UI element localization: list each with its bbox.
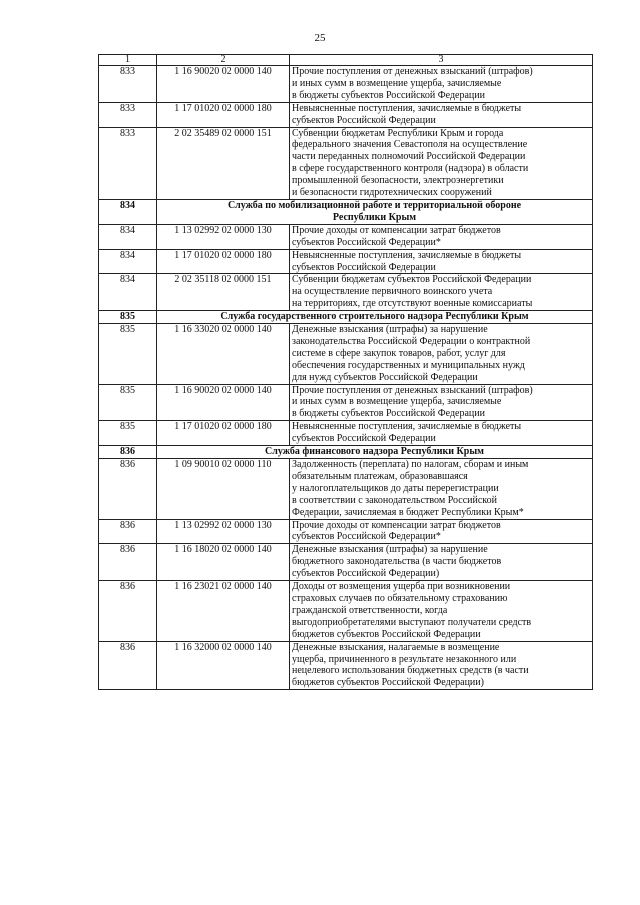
table-row: [99, 249, 593, 274]
admin-code-cell: 836: [99, 544, 157, 581]
table-row: [99, 102, 593, 127]
column-header-admin-code: 1: [99, 55, 157, 66]
budget-code-cell: 1 17 01020 02 0000 180: [157, 421, 290, 446]
admin-code-cell: 835: [99, 384, 157, 421]
budget-code-cell: 1 13 02992 02 0000 130: [157, 224, 290, 249]
table-row: [99, 224, 593, 249]
table-row: [99, 421, 593, 446]
revenue-description-cell: Прочие поступления от денежных взысканий (штрафов) и иных сумм в возмещение ущерба, зачисляемые в бюджеты субъектов Российской Федерации: [290, 384, 593, 421]
table-row: [99, 384, 593, 421]
budget-code-cell: 1 13 02992 02 0000 130: [157, 519, 290, 544]
department-heading-row: [99, 199, 593, 224]
table-row: [99, 641, 593, 690]
budget-code-cell: 1 16 32000 02 0000 140: [157, 641, 290, 690]
revenue-description-cell: Невыясненные поступления, зачисляемые в бюджеты субъектов Российской Федерации: [290, 102, 593, 127]
budget-code-cell: 2 02 35118 02 0000 151: [157, 274, 290, 311]
revenue-description-cell: Задолженность (переплата) по налогам, сборам и иным обязательным платежам, образовавшаяся у налогоплательщиков до даты перерегистрации в соответствии с законодательством Российской Федерации, зачисляемая в бюджет Республики Крым*: [290, 459, 593, 520]
admin-code-cell: 834: [99, 249, 157, 274]
budget-code-cell: 1 16 33020 02 0000 140: [157, 324, 290, 385]
budget-code-cell: 1 16 18020 02 0000 140: [157, 544, 290, 581]
admin-code-cell: 834: [99, 274, 157, 311]
budget-code-cell: 2 02 35489 02 0000 151: [157, 127, 290, 199]
budget-code-cell: 1 16 23021 02 0000 140: [157, 581, 290, 642]
table-row: [99, 274, 593, 311]
budget-code-cell: 1 17 01020 02 0000 180: [157, 102, 290, 127]
revenue-description-cell: Денежные взыскания, налагаемые в возмещение ущерба, причиненного в результате незаконного или нецелевого использования бюджетных средств (в части бюджетов субъектов Российской Федерации): [290, 641, 593, 690]
budget-code-cell: 1 16 90020 02 0000 140: [157, 384, 290, 421]
page-number: 25: [314, 32, 326, 44]
table-row: [99, 324, 593, 385]
revenue-description-cell: Прочие поступления от денежных взысканий (штрафов) и иных сумм в возмещение ущерба, зачисляемые в бюджеты субъектов Российской Федерации: [290, 66, 593, 103]
table-row: [99, 66, 593, 103]
admin-code-cell: 836: [99, 519, 157, 544]
admin-code-cell: 835: [99, 311, 157, 324]
admin-code-cell: 836: [99, 581, 157, 642]
table-row: [99, 519, 593, 544]
department-title: Служба государственного строительного надзора Республики Крым: [157, 311, 593, 324]
table-header-row: [99, 55, 593, 66]
admin-code-cell: 834: [99, 199, 157, 224]
column-header-description: 3: [290, 55, 593, 66]
revenue-description-cell: Денежные взыскания (штрафы) за нарушение бюджетного законодательства (в части бюджетов субъектов Российской Федерации): [290, 544, 593, 581]
revenue-description-cell: Денежные взыскания (штрафы) за нарушение законодательства Российской Федерации о контрактной системе в сфере закупок товаров, работ, услуг для обеспечения государственных и муниципальных нужд для нужд субъектов Российской Федерации: [290, 324, 593, 385]
department-heading-row: [99, 446, 593, 459]
admin-code-cell: 836: [99, 446, 157, 459]
admin-code-cell: 836: [99, 641, 157, 690]
budget-code-cell: 1 09 90010 02 0000 110: [157, 459, 290, 520]
table-row: [99, 581, 593, 642]
revenue-description-cell: Доходы от возмещения ущерба при возникновении страховых случаев по обязательному страхованию гражданской ответственности, когда выгодоприобретателями выступают получатели средств бюджетов субъектов Российской Федерации: [290, 581, 593, 642]
revenue-description-cell: Невыясненные поступления, зачисляемые в бюджеты субъектов Российской Федерации: [290, 249, 593, 274]
admin-code-cell: 835: [99, 324, 157, 385]
budget-code-cell: 1 17 01020 02 0000 180: [157, 249, 290, 274]
revenue-classification-table: [98, 54, 593, 690]
column-header-budget-code: 2: [157, 55, 290, 66]
table-row: [99, 127, 593, 199]
admin-code-cell: 834: [99, 224, 157, 249]
table-row: [99, 544, 593, 581]
admin-code-cell: 835: [99, 421, 157, 446]
budget-code-cell: 1 16 90020 02 0000 140: [157, 66, 290, 103]
admin-code-cell: 833: [99, 66, 157, 103]
table-row: [99, 459, 593, 520]
department-title: Служба по мобилизационной работе и территориальной обороне Республики Крым: [157, 199, 593, 224]
department-heading-row: [99, 311, 593, 324]
admin-code-cell: 833: [99, 102, 157, 127]
revenue-description-cell: Субвенции бюджетам субъектов Российской Федерации на осуществление первичного воинского учета на территориях, где отсутствуют военные комиссариаты: [290, 274, 593, 311]
revenue-description-cell: Субвенции бюджетам Республики Крым и города федерального значения Севастополя на осуществление части переданных полномочий Российской Федерации в сфере государственного контроля (надзора) в области промышленной безопасности, электроэнергетики и безопасности гидротехнических сооружений: [290, 127, 593, 199]
admin-code-cell: 833: [99, 127, 157, 199]
revenue-description-cell: Прочие доходы от компенсации затрат бюджетов субъектов Российской Федерации*: [290, 519, 593, 544]
revenue-description-cell: Прочие доходы от компенсации затрат бюджетов субъектов Российской Федерации*: [290, 224, 593, 249]
revenue-description-cell: Невыясненные поступления, зачисляемые в бюджеты субъектов Российской Федерации: [290, 421, 593, 446]
admin-code-cell: 836: [99, 459, 157, 520]
department-title: Служба финансового надзора Республики Крым: [157, 446, 593, 459]
